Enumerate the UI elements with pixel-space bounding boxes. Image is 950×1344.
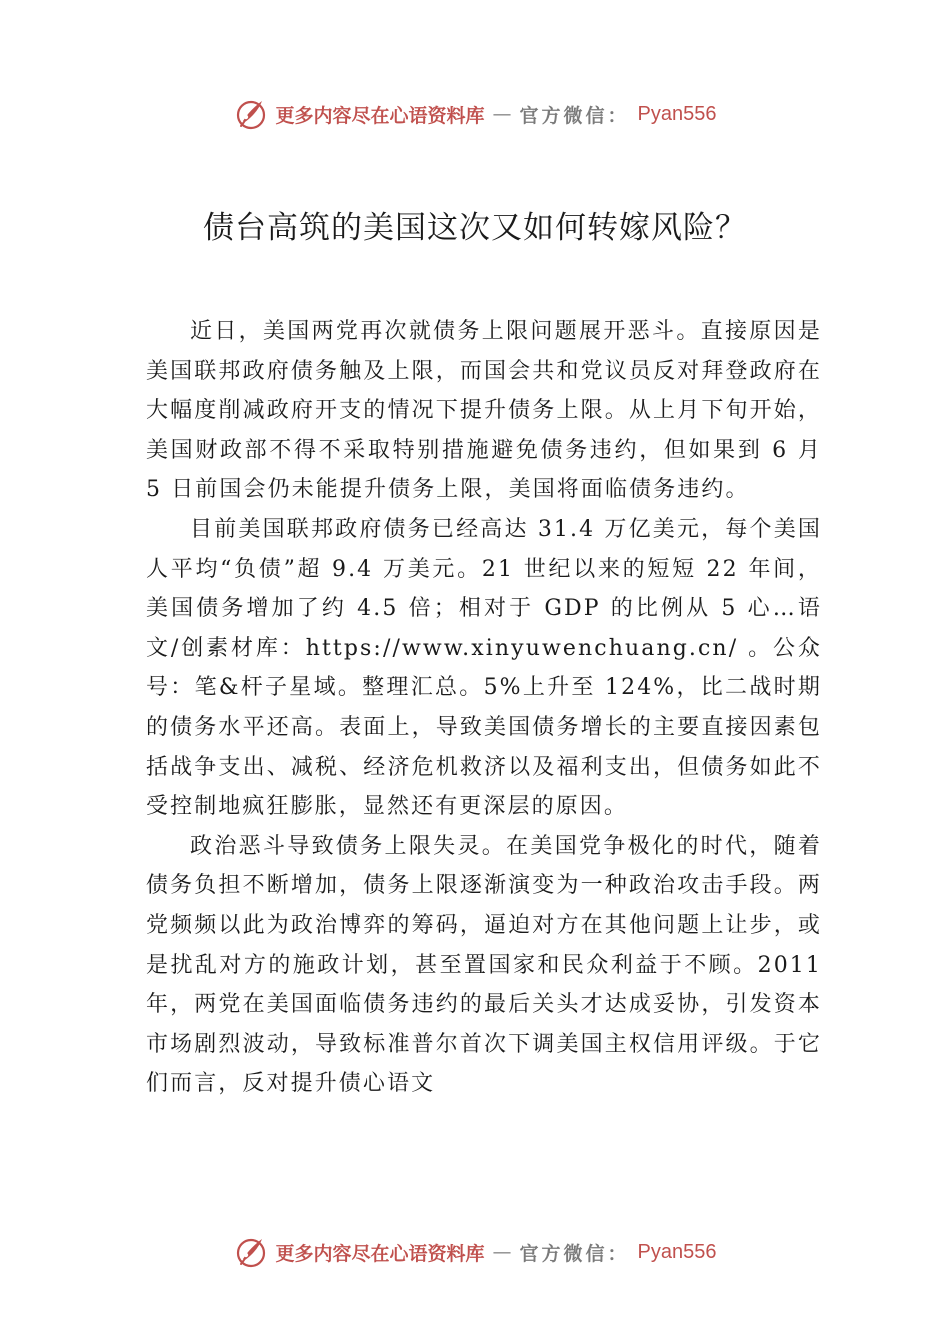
article-paragraph-2: 目前美国联邦政府债务已经高达 31.4 万亿美元，每个美国人平均“负债”超 9.4 万美元。21 世纪以来的短短 22 年间，美国债务增加了约 4.5 倍；相对于 GDP 的比例从 5 心…语文/创素材库：https://www.xinyuwenchuang.cn/ 。公众号：笔&杆子星域。整理汇总。5%上升至 124%，比二战时期的债务水平还高。表面上，导致美国债务增长的主要直接因素包括战争支出、减税、经济危机救济以及福利支出，但债务如此不受控制地疯狂膨胀，显然还有更深层的原因。 <box>146 516 822 820</box>
banner-wechat-label: 官方微信： <box>519 104 630 127</box>
article-title: 债台高筑的美国这次又如何转嫁风险？ <box>203 210 747 246</box>
article-body <box>146 312 822 1104</box>
banner-slogan: 更多内容尽在心语资料库 <box>275 104 485 127</box>
header-banner <box>0 94 950 134</box>
article-paragraph-3: 政治恶斗导致债务上限失灵。在美国党争极化的时代，随着债务负担不断增加，债务上限逐渐演变为一种政治攻击手段。两党频频以此为政治博弈的筹码，逼迫对方在其他问题上让步，或是扰乱对方的施政计划，甚至置国家和民众利益于不顾。2011 年，两党在美国面临债务违约的最后关头才达成妥协，引发资本市场剧烈波动，导致标准普尔首次下调美国主权信用评级。于它们而言，反对提升债心语文 <box>146 833 822 1097</box>
footer-banner-separator: — <box>492 1241 512 1263</box>
footer-banner-slogan: 更多内容尽在心语资料库 <box>275 1242 485 1265</box>
banner-separator: — <box>492 103 512 125</box>
footer-banner-wechat-id: Pyan556 <box>637 1240 717 1263</box>
footer-banner <box>0 1232 950 1272</box>
article-paragraph-1: 近日，美国两党再次就债务上限问题展开恶斗。直接原因是美国联邦政府债务触及上限，而国会共和党议员反对拜登政府在大幅度削减政府开支的情况下提升债务上限。从上月下旬开始，美国财政部不得不采取特别措施避免债务违约，但如果到 6 月 5 日前国会仍未能提升债务上限，美国将面临债务违约。 <box>146 319 822 503</box>
quill-pen-logo-icon <box>234 97 268 131</box>
footer-banner-wechat-label: 官方微信： <box>519 1242 630 1265</box>
quill-pen-logo-icon <box>234 1235 268 1269</box>
banner-wechat-id: Pyan556 <box>637 102 717 125</box>
